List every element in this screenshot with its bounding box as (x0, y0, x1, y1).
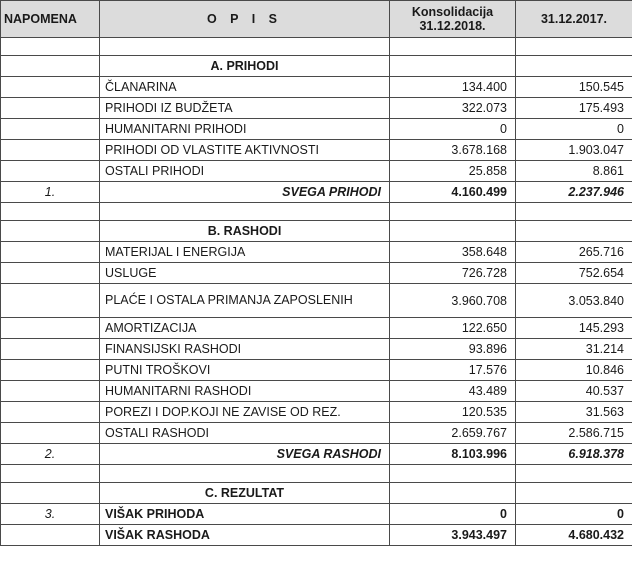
empty-cell (1, 483, 100, 504)
section-prihodi (1, 56, 632, 77)
row-label: ČLANARINA (100, 77, 390, 98)
value-2018: 120.535 (390, 402, 516, 423)
value-2017: 150.545 (516, 77, 632, 98)
table-row (1, 98, 632, 119)
note-cell (1, 360, 100, 381)
empty-cell (516, 38, 632, 56)
empty-cell (390, 38, 516, 56)
note-cell (1, 77, 100, 98)
empty-cell (390, 56, 516, 77)
note-cell (1, 242, 100, 263)
value-2018: 43.489 (390, 381, 516, 402)
empty-cell (516, 465, 632, 483)
table-row (1, 161, 632, 182)
value-2017: 175.493 (516, 98, 632, 119)
value-2018: 134.400 (390, 77, 516, 98)
value-2017: 3.053.840 (516, 284, 632, 318)
table-row (1, 318, 632, 339)
table-row (1, 284, 632, 318)
note-cell (1, 402, 100, 423)
value-2017: 2.586.715 (516, 423, 632, 444)
row-label: PUTNI TROŠKOVI (100, 360, 390, 381)
row-label: PLAĆE I OSTALA PRIMANJA ZAPOSLENIH (100, 284, 390, 318)
empty-cell (516, 221, 632, 242)
empty-cell (1, 38, 100, 56)
table-body (1, 38, 632, 546)
value-2017: 40.537 (516, 381, 632, 402)
total-label: SVEGA RASHODI (100, 444, 390, 465)
table-row (1, 242, 632, 263)
empty-cell (1, 465, 100, 483)
value-2018: 0 (390, 119, 516, 140)
empty-cell (516, 203, 632, 221)
row-label: VIŠAK RASHODA (100, 525, 390, 546)
note-cell: 2. (1, 444, 100, 465)
value-2018: 3.960.708 (390, 284, 516, 318)
value-2017: 10.846 (516, 360, 632, 381)
table-row (1, 140, 632, 161)
note-cell (1, 525, 100, 546)
section-title: A. PRIHODI (100, 56, 390, 77)
section-title: B. RASHODI (100, 221, 390, 242)
total-2018: 8.103.996 (390, 444, 516, 465)
header-col-2018: Konsolidacija 31.12.2018. (390, 1, 516, 38)
value-2018: 25.858 (390, 161, 516, 182)
value-2018: 17.576 (390, 360, 516, 381)
empty-cell (516, 56, 632, 77)
value-2018: 3.943.497 (390, 525, 516, 546)
spacer-row (1, 38, 632, 56)
row-label: HUMANITARNI PRIHODI (100, 119, 390, 140)
section-rashodi (1, 221, 632, 242)
row-label: FINANSIJSKI RASHODI (100, 339, 390, 360)
header-col-2017: 31.12.2017. (516, 1, 632, 38)
value-2018: 322.073 (390, 98, 516, 119)
empty-cell (1, 221, 100, 242)
value-2017: 265.716 (516, 242, 632, 263)
note-cell (1, 284, 100, 318)
value-2018: 2.659.767 (390, 423, 516, 444)
empty-cell (100, 203, 390, 221)
note-cell (1, 161, 100, 182)
empty-cell (390, 483, 516, 504)
table-row (1, 119, 632, 140)
row-label: USLUGE (100, 263, 390, 284)
value-2018: 726.728 (390, 263, 516, 284)
value-2017: 31.563 (516, 402, 632, 423)
empty-cell (1, 56, 100, 77)
row-label: PRIHODI OD VLASTITE AKTIVNOSTI (100, 140, 390, 161)
section-title: C. REZULTAT (100, 483, 390, 504)
value-2018: 122.650 (390, 318, 516, 339)
spacer-row (1, 203, 632, 221)
empty-cell (390, 203, 516, 221)
value-2018: 93.896 (390, 339, 516, 360)
value-2017: 8.861 (516, 161, 632, 182)
row-label: OSTALI RASHODI (100, 423, 390, 444)
empty-cell (390, 465, 516, 483)
table-row (1, 504, 632, 525)
total-2017: 6.918.378 (516, 444, 632, 465)
empty-cell (516, 483, 632, 504)
header-napomena: NAPOMENA (1, 1, 100, 38)
note-cell (1, 140, 100, 161)
empty-cell (1, 203, 100, 221)
note-cell: 1. (1, 182, 100, 203)
row-label: OSTALI PRIHODI (100, 161, 390, 182)
row-label: AMORTIZACIJA (100, 318, 390, 339)
row-label: HUMANITARNI RASHODI (100, 381, 390, 402)
total-2018: 4.160.499 (390, 182, 516, 203)
value-2017: 0 (516, 504, 632, 525)
spacer-row (1, 465, 632, 483)
value-2018: 0 (390, 504, 516, 525)
row-label: POREZI I DOP.KOJI NE ZAVISE OD REZ. (100, 402, 390, 423)
empty-cell (100, 465, 390, 483)
table-row (1, 423, 632, 444)
table-row (1, 360, 632, 381)
value-2017: 145.293 (516, 318, 632, 339)
note-cell (1, 98, 100, 119)
value-2018: 358.648 (390, 242, 516, 263)
total-row-prihodi (1, 182, 632, 203)
table-row (1, 339, 632, 360)
total-row-rashodi (1, 444, 632, 465)
header-opis: O P I S (100, 1, 390, 38)
table-header-row (1, 1, 632, 38)
note-cell (1, 423, 100, 444)
table-row (1, 381, 632, 402)
total-label: SVEGA PRIHODI (100, 182, 390, 203)
table-row (1, 263, 632, 284)
note-cell (1, 263, 100, 284)
note-cell (1, 318, 100, 339)
value-2017: 1.903.047 (516, 140, 632, 161)
note-cell: 3. (1, 504, 100, 525)
row-label: VIŠAK PRIHODA (100, 504, 390, 525)
total-2017: 2.237.946 (516, 182, 632, 203)
note-cell (1, 119, 100, 140)
value-2017: 752.654 (516, 263, 632, 284)
value-2018: 3.678.168 (390, 140, 516, 161)
table-row (1, 525, 632, 546)
table-row (1, 402, 632, 423)
row-label: PRIHODI IZ BUDŽETA (100, 98, 390, 119)
empty-cell (100, 38, 390, 56)
note-cell (1, 381, 100, 402)
note-cell (1, 339, 100, 360)
empty-cell (390, 221, 516, 242)
value-2017: 0 (516, 119, 632, 140)
row-label: MATERIJAL I ENERGIJA (100, 242, 390, 263)
value-2017: 31.214 (516, 339, 632, 360)
section-rezultat (1, 483, 632, 504)
table-row (1, 77, 632, 98)
value-2017: 4.680.432 (516, 525, 632, 546)
